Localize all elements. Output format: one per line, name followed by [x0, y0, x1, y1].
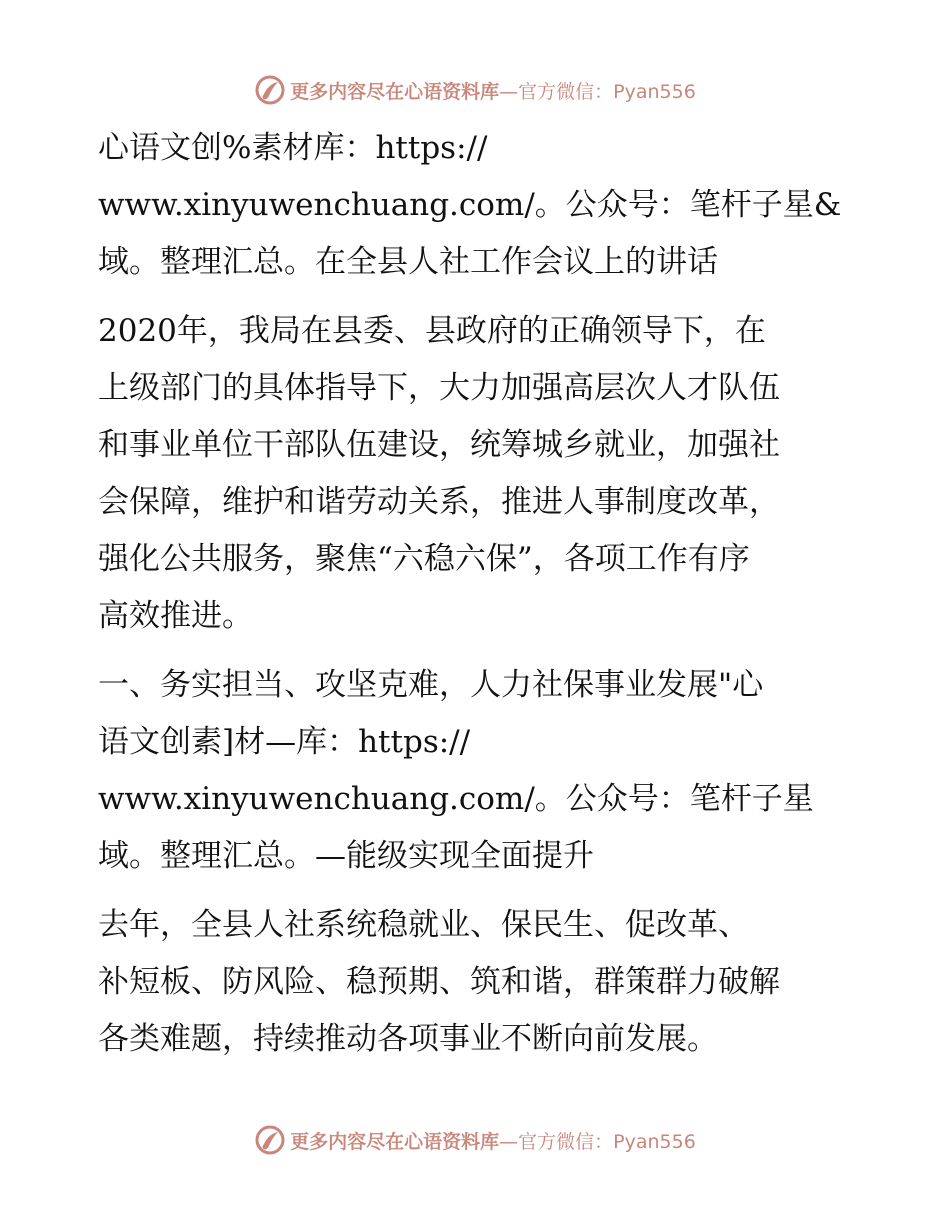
text-line: 语文创素]材—库：https://: [98, 724, 471, 760]
text-line: www.xinyuwenchuang.com/。公众号：笔杆子星&: [98, 187, 842, 223]
text-line: www.xinyuwenchuang.com/。公众号：笔杆子星: [98, 781, 814, 817]
text-line: 会保障，维护和谐劳动关系，推进人事制度改革，: [98, 484, 780, 520]
brush-logo-icon: [254, 74, 286, 106]
text-line: 域。整理汇总。—能级实现全面提升: [98, 838, 594, 874]
text-line: 高效推进。: [98, 598, 253, 634]
text-line: 各类难题，持续推动各项事业不断向前发展。: [98, 1021, 718, 1057]
text-line: 强化公共服务，聚焦“六稳六保”，各项工作有序: [98, 541, 750, 577]
banner-text-dash: —: [499, 80, 519, 103]
brush-logo-icon: [254, 1124, 286, 1156]
paragraph-body: [98, 897, 858, 1068]
banner-text-rest: 官方微信：Pyan556: [518, 1130, 696, 1153]
footer-banner: [0, 1120, 950, 1160]
text-line: 去年，全县人社系统稳就业、保民生、促改革、: [98, 907, 749, 943]
text-line: 上级部门的具体指导下，大力加强高层次人才队伍: [98, 370, 780, 406]
banner-text-main: 更多内容尽在心语资料库: [290, 1130, 500, 1153]
text-line: 心语文创%素材库：https://: [98, 130, 488, 166]
banner-text: [290, 1127, 696, 1154]
text-line: 2020年，我局在县委、县政府的正确领导下，在: [98, 313, 766, 349]
banner-text-main: 更多内容尽在心语资料库: [290, 80, 500, 103]
document-body: [98, 120, 858, 1068]
paragraph-section-heading: [98, 657, 858, 885]
banner-text-dash: —: [499, 1130, 519, 1153]
paragraph-summary: [98, 303, 858, 645]
banner-text: [290, 77, 696, 104]
text-line: 和事业单位干部队伍建设，统筹城乡就业，加强社: [98, 427, 780, 463]
banner-text-rest: 官方微信：Pyan556: [518, 80, 696, 103]
header-banner: [0, 70, 950, 110]
paragraph-intro: [98, 120, 858, 291]
text-line: 补短板、防风险、稳预期、筑和谐，群策群力破解: [98, 964, 780, 1000]
text-line: 一、务实担当、攻坚克难，人力社保事业发展"心: [98, 667, 764, 703]
text-line: 域。整理汇总。在全县人社工作会议上的讲话: [98, 244, 718, 280]
